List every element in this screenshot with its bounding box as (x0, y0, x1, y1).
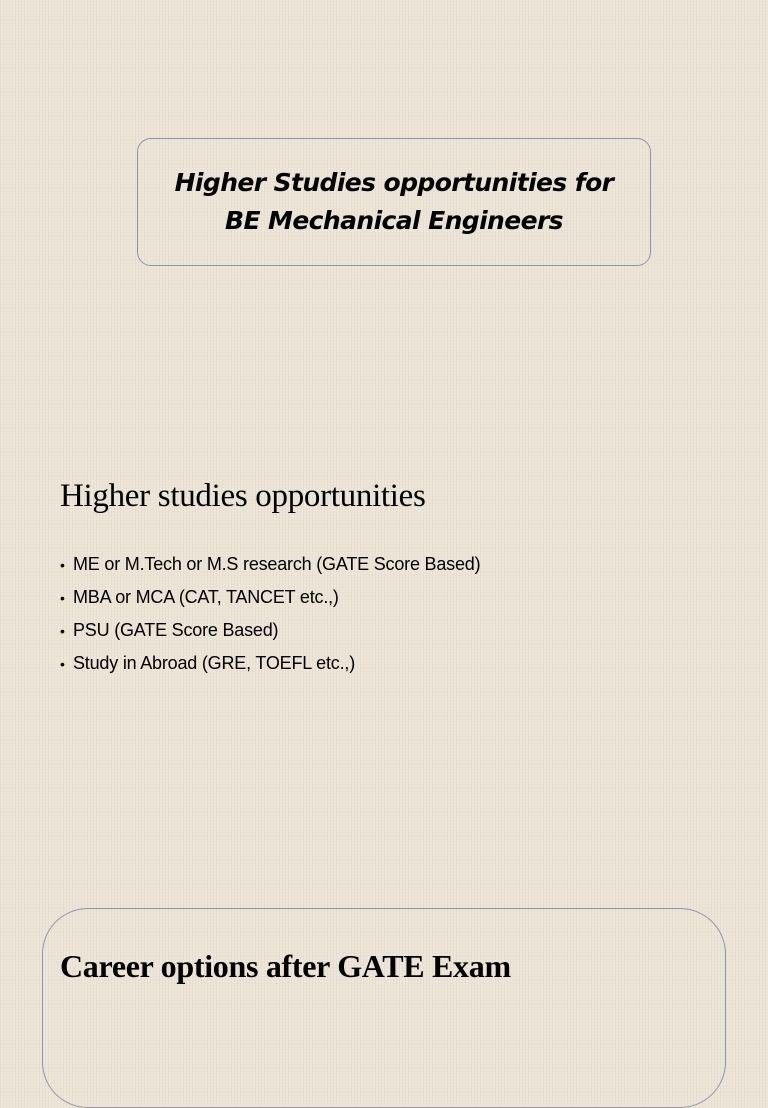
title-line-2: BE Mechanical Engineers (225, 206, 563, 235)
title-line-1: Higher Studies opportunities for (174, 168, 614, 197)
list-item (60, 647, 480, 680)
bullet-icon: • (60, 557, 65, 573)
bullet-icon: • (60, 656, 65, 672)
list-item-text: PSU (GATE Score Based) (73, 620, 279, 640)
title-box (137, 138, 651, 266)
list-item-text: ME or M.Tech or M.S research (GATE Score Based) (73, 554, 481, 574)
list-item-text: MBA or MCA (CAT, TANCET etc.,) (73, 587, 339, 607)
slide-title (0, 0, 768, 412)
career-title: Career options after GATE Exam (60, 948, 511, 984)
list-item (60, 548, 480, 581)
slide-title-text (144, 164, 644, 240)
slide-career-options (0, 882, 768, 1024)
list-item-text: Study in Abroad (GRE, TOEFL etc.,) (73, 653, 355, 673)
list-item (60, 581, 480, 614)
list-item (60, 614, 480, 647)
slide-higher-studies (0, 412, 768, 882)
bullet-icon: • (60, 623, 65, 639)
section-heading: Higher studies opportunities (60, 478, 426, 514)
bullet-list (60, 548, 480, 680)
bullet-icon: • (60, 590, 65, 606)
career-box (42, 908, 726, 1108)
